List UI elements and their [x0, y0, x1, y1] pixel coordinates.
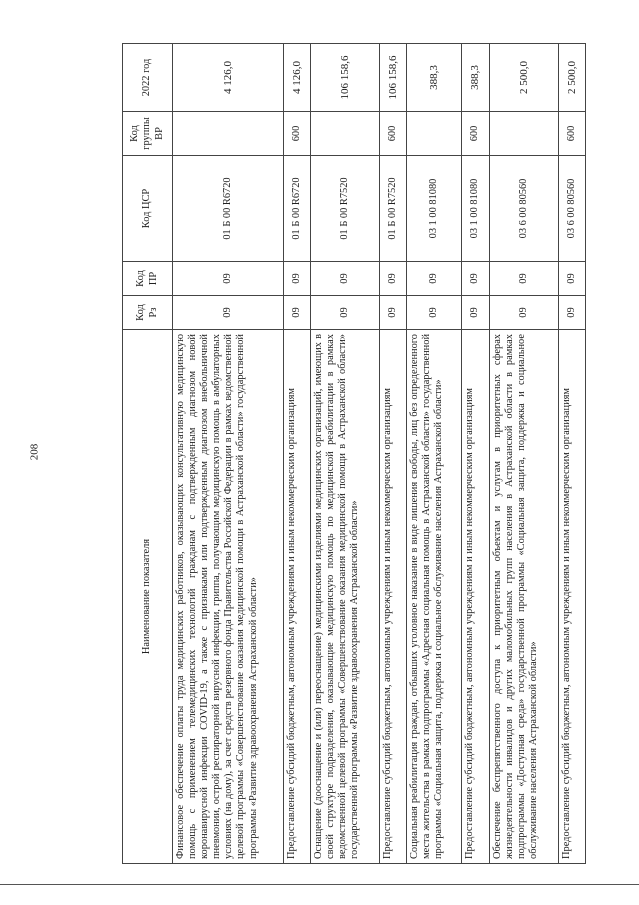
row-code-csr: 03 1 00 81080 — [462, 156, 489, 262]
header-csr: Код ЦСР — [123, 156, 173, 262]
row-value-2022: 388,3 — [462, 44, 489, 112]
table-row — [283, 44, 310, 864]
row-code-rz: 09 — [558, 296, 585, 330]
row-code-csr: 03 6 00 80560 — [489, 156, 558, 262]
row-code-pr: 09 — [380, 262, 407, 296]
row-code-rz: 09 — [283, 296, 310, 330]
row-code-csr: 03 1 00 81080 — [407, 156, 462, 262]
row-value-2022: 2 500,0 — [489, 44, 558, 112]
row-value-2022: 106 158,6 — [310, 44, 379, 112]
header-rz: Код Рз — [123, 296, 173, 330]
page-bottom-line — [0, 884, 639, 885]
table-row — [558, 44, 585, 864]
row-code-rz: 09 — [407, 296, 462, 330]
row-code-vr: 600 — [380, 112, 407, 156]
row-code-rz: 09 — [380, 296, 407, 330]
row-code-pr: 09 — [462, 262, 489, 296]
row-value-2022: 388,3 — [407, 44, 462, 112]
table-row — [380, 44, 407, 864]
row-code-vr — [310, 112, 379, 156]
row-code-csr: 03 6 00 80560 — [558, 156, 585, 262]
header-2022: 2022 год — [123, 44, 173, 112]
header-vr: Код группы ВР — [123, 112, 173, 156]
row-name: Предоставление субсидий бюджетным, автономным учреждениям и иным некоммерческим организациям — [380, 330, 407, 864]
row-code-rz: 09 — [462, 296, 489, 330]
row-code-pr: 09 — [558, 262, 585, 296]
row-value-2022: 4 126,0 — [173, 44, 284, 112]
row-name: Предоставление субсидий бюджетным, автономным учреждениям и иным некоммерческим организациям — [283, 330, 310, 864]
table-row — [310, 44, 379, 864]
row-code-vr: 600 — [558, 112, 585, 156]
row-code-rz: 09 — [173, 296, 284, 330]
table-row — [462, 44, 489, 864]
row-code-rz: 09 — [310, 296, 379, 330]
row-code-pr: 09 — [283, 262, 310, 296]
row-value-2022: 2 500,0 — [558, 44, 585, 112]
table-header-row — [123, 44, 173, 864]
row-code-pr: 09 — [489, 262, 558, 296]
row-code-pr: 09 — [310, 262, 379, 296]
row-code-pr: 09 — [173, 262, 284, 296]
row-code-csr: 01 Б 00 R6720 — [173, 156, 284, 262]
row-code-csr: 01 Б 00 R6720 — [283, 156, 310, 262]
row-value-2022: 106 158,6 — [380, 44, 407, 112]
row-name: Предоставление субсидий бюджетным, автономным учреждениям и иным некоммерческим организациям — [462, 330, 489, 864]
row-code-csr: 01 Б 00 R7520 — [380, 156, 407, 262]
row-name: Социальная реабилитация граждан, отбывших уголовное наказание в виде лишения свободы, лиц без определенного места жительства в рамках подпрограммы «Адресная социальная помощь в Астраханской области» государственной программы «Социальная защита, поддержка и социальное обслуживание населения Астраханской области» — [407, 330, 462, 864]
budget-table — [122, 43, 586, 864]
row-name: Предоставление субсидий бюджетным, автономным учреждениям и иным некоммерческим организациям — [558, 330, 585, 864]
row-code-vr — [489, 112, 558, 156]
row-name: Обеспечение беспрепятственного доступа к приоритетным объектам и услугам в приоритетных сферах жизнедеятельности инвалидов и других маломобильных групп населения в Астраханской области в рамках подпрограммы «Доступная среда» государственной программы «Социальная защита, поддержка и социальное обслуживание населения Астраханской области» — [489, 330, 558, 864]
table-row — [407, 44, 462, 864]
header-pr: Код ПР — [123, 262, 173, 296]
header-name: Наименование показателя — [123, 330, 173, 864]
table-row — [489, 44, 558, 864]
row-code-vr — [407, 112, 462, 156]
row-code-csr: 01 Б 00 R7520 — [310, 156, 379, 262]
table-row — [173, 44, 284, 864]
row-name: Оснащение (дооснащение и (или) переоснащение) медицинскими изделиями медицинских организаций, имеющих в своей структуре подразделения, оказывающие медицинскую помощь по медицинской реабилитации в рамках ведомственной целевой программы «Совершенствование оказания медицинской помощи в Астраханской области» государственной программы «Развитие здравоохранения Астраханской области» — [310, 330, 379, 864]
row-code-rz: 09 — [489, 296, 558, 330]
row-code-pr: 09 — [407, 262, 462, 296]
row-code-vr: 600 — [283, 112, 310, 156]
rotated-table-container — [122, 44, 586, 864]
row-value-2022: 4 126,0 — [283, 44, 310, 112]
page-number: 208 — [28, 443, 41, 461]
row-code-vr — [173, 112, 284, 156]
row-code-vr: 600 — [462, 112, 489, 156]
row-name: Финансовое обеспечение оплаты труда медицинских работников, оказывающих консультативную медицинскую помощь с применением телемедицинских технологий гражданам с подтвержденным диагнозом новой коронавирусной инфекции COVID-19, а также с признаками или подтвержденным диагнозом внебольничной пневмонии, острой респираторной вирусной инфекции, гриппа, получающим медицинскую помощь в амбулаторных условиях (на дому), за счет средств резервного фонда Правительства Российской Федерации в рамках ведомственной целевой программы «Совершенствование оказания медицинской помощи в Астраханской области» государственной программы «Развитие здравоохранения Астраханской области» — [173, 330, 284, 864]
